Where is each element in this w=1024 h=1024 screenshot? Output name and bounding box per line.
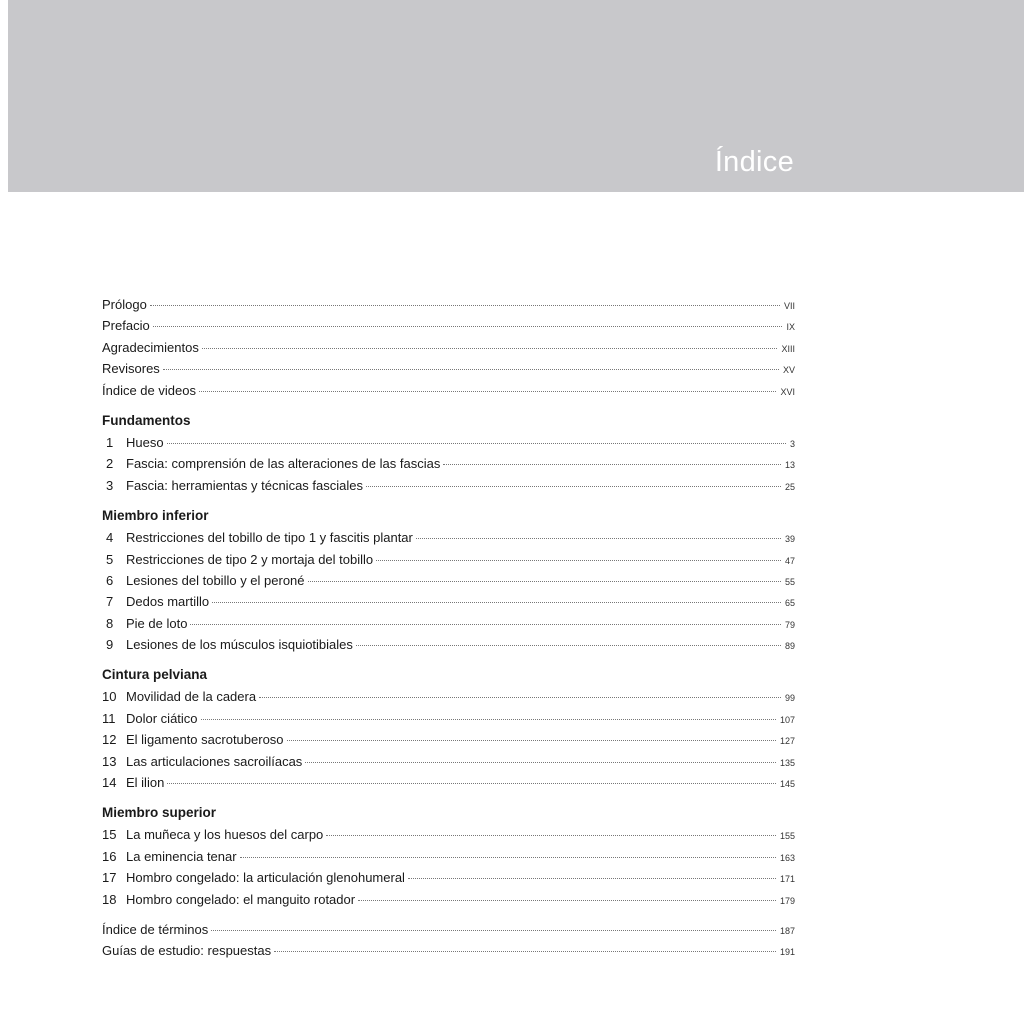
chapter-page: 47 <box>784 555 795 566</box>
chapter-title: Restricciones de tipo 2 y mortaja del tobillo <box>126 551 374 567</box>
dot-leader <box>416 538 781 539</box>
dot-leader <box>259 697 781 698</box>
toc-entry-label: Revisores <box>102 361 160 377</box>
chapter-number: 7 <box>106 594 114 610</box>
chapter-title: Dolor ciático <box>126 710 198 726</box>
dot-leader <box>408 878 776 879</box>
chapter-title: La muñeca y los huesos del carpo <box>126 827 324 843</box>
dot-leader <box>199 391 777 392</box>
dot-leader <box>287 740 776 741</box>
toc-chapter-2[interactable] <box>102 453 795 474</box>
section-heading-fundamentos: Fundamentos <box>102 412 191 428</box>
toc-chapter-10[interactable] <box>102 686 795 707</box>
chapter-title: Hueso <box>126 434 164 450</box>
chapter-title: Restricciones del tobillo de tipo 1 y fascitis plantar <box>126 530 413 546</box>
toc-entry-label: Índice de términos <box>102 921 209 937</box>
chapter-page: 55 <box>784 576 795 587</box>
chapter-number: 18 <box>102 891 117 907</box>
toc-entry-label: Agradecimientos <box>102 339 199 355</box>
dot-leader <box>376 560 781 561</box>
dot-leader <box>356 645 781 646</box>
chapter-page: 13 <box>784 460 795 471</box>
chapter-number: 1 <box>106 434 114 450</box>
toc-chapter-12[interactable] <box>102 729 795 750</box>
toc-chapter-7[interactable] <box>102 591 795 612</box>
chapter-title: Las articulaciones sacroilíacas <box>126 753 303 769</box>
toc-chapter-9[interactable] <box>102 634 795 655</box>
dot-leader <box>150 305 780 306</box>
chapter-title: Hombro congelado: la articulación glenohumeral <box>126 870 405 886</box>
dot-leader <box>326 835 776 836</box>
chapter-page: 39 <box>784 534 795 545</box>
toc-entry-page: XVI <box>780 386 795 397</box>
chapter-page: 107 <box>779 714 795 725</box>
chapter-title: La eminencia tenar <box>126 848 237 864</box>
chapter-page: 145 <box>779 779 795 790</box>
toc-entry-page: XV <box>782 365 795 376</box>
toc-entry-agradecimientos[interactable] <box>102 337 795 358</box>
toc-entry-prologo[interactable] <box>102 294 795 315</box>
toc-chapter-4[interactable] <box>102 527 795 548</box>
chapter-title: Fascia: comprensión de las alteraciones de las fascias <box>126 456 441 472</box>
toc-entry-guias-estudio[interactable] <box>102 940 795 961</box>
chapter-title: Pie de loto <box>126 615 188 631</box>
toc-entry-label: Guías de estudio: respuestas <box>102 943 272 959</box>
toc-entry-label: Índice de videos <box>102 382 196 398</box>
page-title: Índice <box>714 146 794 178</box>
chapter-page: 65 <box>784 598 795 609</box>
toc-chapter-17[interactable] <box>102 867 795 888</box>
toc-chapter-15[interactable] <box>102 824 795 845</box>
dot-leader <box>163 369 779 370</box>
section-heading-miembro-inferior: Miembro inferior <box>102 508 209 524</box>
dot-leader <box>274 951 776 952</box>
chapter-number: 16 <box>102 848 117 864</box>
chapter-number: 9 <box>106 637 114 653</box>
toc-chapter-18[interactable] <box>102 889 795 910</box>
chapter-page: 127 <box>779 736 795 747</box>
toc-chapter-5[interactable] <box>102 549 795 570</box>
dot-leader <box>212 602 781 603</box>
chapter-title: Lesiones de los músculos isquiotibiales <box>126 637 353 653</box>
dot-leader <box>366 486 781 487</box>
chapter-number: 17 <box>102 870 117 886</box>
chapter-number: 4 <box>106 530 114 546</box>
dot-leader <box>358 900 776 901</box>
chapter-title: Movilidad de la cadera <box>126 689 257 705</box>
chapter-number: 5 <box>106 551 114 567</box>
chapter-title: Fascia: herramientas y técnicas fasciales <box>126 477 363 493</box>
chapter-page: 89 <box>784 641 795 652</box>
chapter-title: Hombro congelado: el manguito rotador <box>126 891 356 907</box>
chapter-title: El ligamento sacrotuberoso <box>126 732 284 748</box>
chapter-page: 3 <box>789 438 795 449</box>
toc-chapter-3[interactable] <box>102 475 795 496</box>
toc-chapter-16[interactable] <box>102 846 795 867</box>
chapter-page: 79 <box>784 619 795 630</box>
chapter-number: 12 <box>102 732 117 748</box>
toc-entry-page: VII <box>783 301 795 311</box>
toc-chapter-13[interactable] <box>102 751 795 772</box>
chapter-page: 171 <box>779 874 795 885</box>
chapter-title: El ilion <box>126 775 165 791</box>
chapter-page: 163 <box>779 852 795 863</box>
dot-leader <box>443 464 781 465</box>
toc-entry-page: 187 <box>779 925 795 936</box>
toc-entry-label: Prefacio <box>102 318 150 334</box>
chapter-page: 99 <box>784 693 795 704</box>
chapter-page: 25 <box>784 481 795 492</box>
toc-entry-page: XIII <box>781 343 795 354</box>
toc-chapter-8[interactable] <box>102 613 795 634</box>
header-band <box>8 0 1024 192</box>
toc-entry-prefacio[interactable] <box>102 315 795 336</box>
dot-leader <box>201 719 776 720</box>
table-of-contents <box>102 294 795 962</box>
toc-entry-page: 191 <box>779 947 795 958</box>
chapter-number: 10 <box>102 689 117 705</box>
dot-leader <box>305 762 776 763</box>
dot-leader <box>308 581 781 582</box>
chapter-title: Dedos martillo <box>126 594 210 610</box>
dot-leader <box>202 348 778 349</box>
chapter-number: 8 <box>106 615 114 631</box>
chapter-number: 14 <box>102 775 117 791</box>
toc-chapter-11[interactable] <box>102 708 795 729</box>
toc-chapter-6[interactable] <box>102 570 795 591</box>
toc-entry-indice-videos[interactable] <box>102 380 795 401</box>
chapter-title: Lesiones del tobillo y el peroné <box>126 572 305 588</box>
toc-entry-revisores[interactable] <box>102 358 795 379</box>
chapter-page: 155 <box>779 831 795 842</box>
dot-leader <box>167 443 786 444</box>
toc-entry-label: Prólogo <box>102 297 147 312</box>
chapter-number: 15 <box>102 827 117 843</box>
dot-leader <box>153 326 783 327</box>
dot-leader <box>211 930 776 931</box>
dot-leader <box>240 857 776 858</box>
section-heading-miembro-superior: Miembro superior <box>102 805 217 821</box>
toc-chapter-14[interactable] <box>102 772 795 793</box>
chapter-number: 2 <box>106 456 114 472</box>
chapter-number: 6 <box>106 572 114 588</box>
chapter-number: 13 <box>102 753 117 769</box>
chapter-number: 11 <box>102 710 116 726</box>
dot-leader <box>167 783 776 784</box>
dot-leader <box>190 624 781 625</box>
toc-entry-indice-terminos[interactable] <box>102 919 795 940</box>
chapter-page: 179 <box>779 895 795 906</box>
toc-chapter-1[interactable] <box>102 432 795 453</box>
toc-entry-page: IX <box>786 322 795 333</box>
chapter-page: 135 <box>779 757 795 768</box>
chapter-number: 3 <box>106 477 114 493</box>
section-heading-cintura-pelviana: Cintura pelviana <box>102 667 208 683</box>
